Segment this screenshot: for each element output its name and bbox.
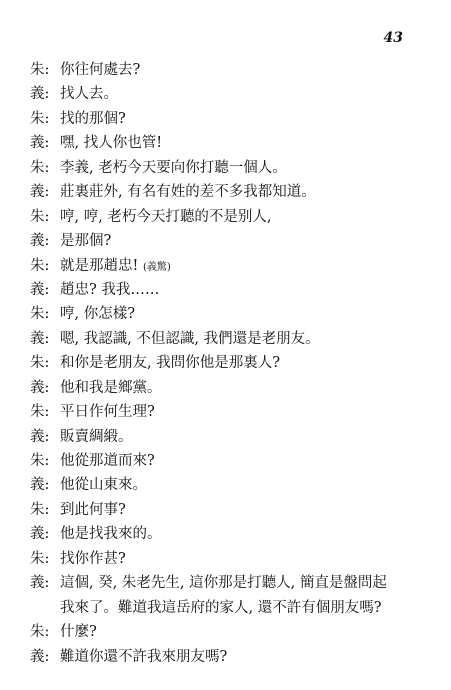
speaker-label: 義: [30,575,50,592]
dialogue-continuation [30,596,435,620]
speaker-label: 朱: [30,257,50,274]
dialogue-line [30,376,435,400]
speaker-label: 義: [30,330,50,347]
speaker-label: 朱: [30,208,50,225]
dialogue-line [30,425,435,449]
speaker-label: 朱: [30,355,50,372]
dialogue-line [30,58,435,82]
dialogue-line [30,473,435,497]
speaker-label: 朱: [30,62,50,78]
speaker-label: 朱: [30,624,50,641]
line-text: 他是找我來的。 [60,526,162,543]
speaker-label: 義: [30,526,50,543]
line-text: 什麼? [60,624,97,641]
dialogue-line [30,107,435,131]
speaker-label: 義: [30,233,50,250]
script-body [30,58,435,669]
speaker-label: 義: [30,379,50,396]
speaker-label: 義: [30,184,50,201]
dialogue-line [30,229,435,253]
dialogue-line [30,620,435,644]
line-text: 找人去。 [60,86,118,103]
speaker-label: 朱: [30,453,50,469]
speaker-label: 朱: [30,501,50,518]
line-text: 他和我是鄉黨。 [60,379,162,396]
line-text: 趙忠? 我我…… [60,281,160,298]
speaker-label: 義: [30,428,50,445]
dialogue-line [30,254,435,278]
line-text: 哼, 你怎樣? [60,306,135,323]
line-text: 難道你還不許我來朋友嗎? [60,648,228,665]
speaker-label: 朱: [30,306,50,323]
dialogue-line [30,278,435,302]
dialogue-line [30,131,435,155]
line-text: 找的那個? [60,110,126,127]
dialogue-line [30,327,435,351]
line-text: 李義, 老朽今天要向你打聽一個人。 [60,159,287,176]
dialogue-line [30,498,435,522]
speaker-label: 朱: [30,404,50,421]
speaker-label: 義: [30,86,50,103]
line-text: 是那個? [60,233,112,250]
line-text: 這個, 癸, 朱老先生, 這你那是打聽人, 簡直是盤問起 [60,575,387,592]
line-text: 找你作甚? [60,550,126,567]
dialogue-line [30,205,435,229]
speaker-label: 朱: [30,159,50,176]
stage-direction: (義驚) [142,261,171,273]
dialogue-line [30,302,435,326]
line-text: 他從山東來。 [60,477,147,494]
line-text-main: 就是那趙忠! [60,257,143,274]
dialogue-line [30,156,435,180]
speaker-label: 義: [30,477,50,494]
speaker-label: 義: [30,648,50,665]
line-text: 我來了。難道我這岳府的家人, 還不許有個朋友嗎? [60,599,382,616]
dialogue-line [30,351,435,375]
speaker-label: 義: [30,281,50,298]
line-text: 販賣綢緞。 [60,428,133,445]
line-text: 到此何事? [60,501,126,518]
line-text: 嗯, 我認識, 不但認識, 我們還是老朋友。 [60,330,320,347]
dialogue-line [30,571,435,595]
dialogue-line [30,180,435,204]
line-text: 他從那道而來? [60,453,155,469]
line-text: 莊裏莊外, 有名有姓的差不多我都知道。 [60,184,316,201]
speaker-label: 朱: [30,550,50,567]
dialogue-line [30,547,435,571]
dialogue-line [30,449,435,473]
dialogue-line [30,82,435,106]
line-text [60,254,435,280]
dialogue-line [30,522,435,546]
speaker-label: 義: [30,135,50,152]
line-text: 和你是老朋友, 我問你他是那裏人? [60,355,280,372]
dialogue-line [30,645,435,669]
line-text: 嘿, 找人你也管! [60,135,163,152]
line-text: 哼, 哼, 老朽今天打聽的不是别人, [60,208,272,225]
dialogue-line [30,400,435,424]
line-text: 平日作何生理? [60,404,155,421]
page-number: 43 [383,30,403,46]
line-text: 你往何處去? [60,62,141,78]
speaker-label: 朱: [30,110,50,127]
